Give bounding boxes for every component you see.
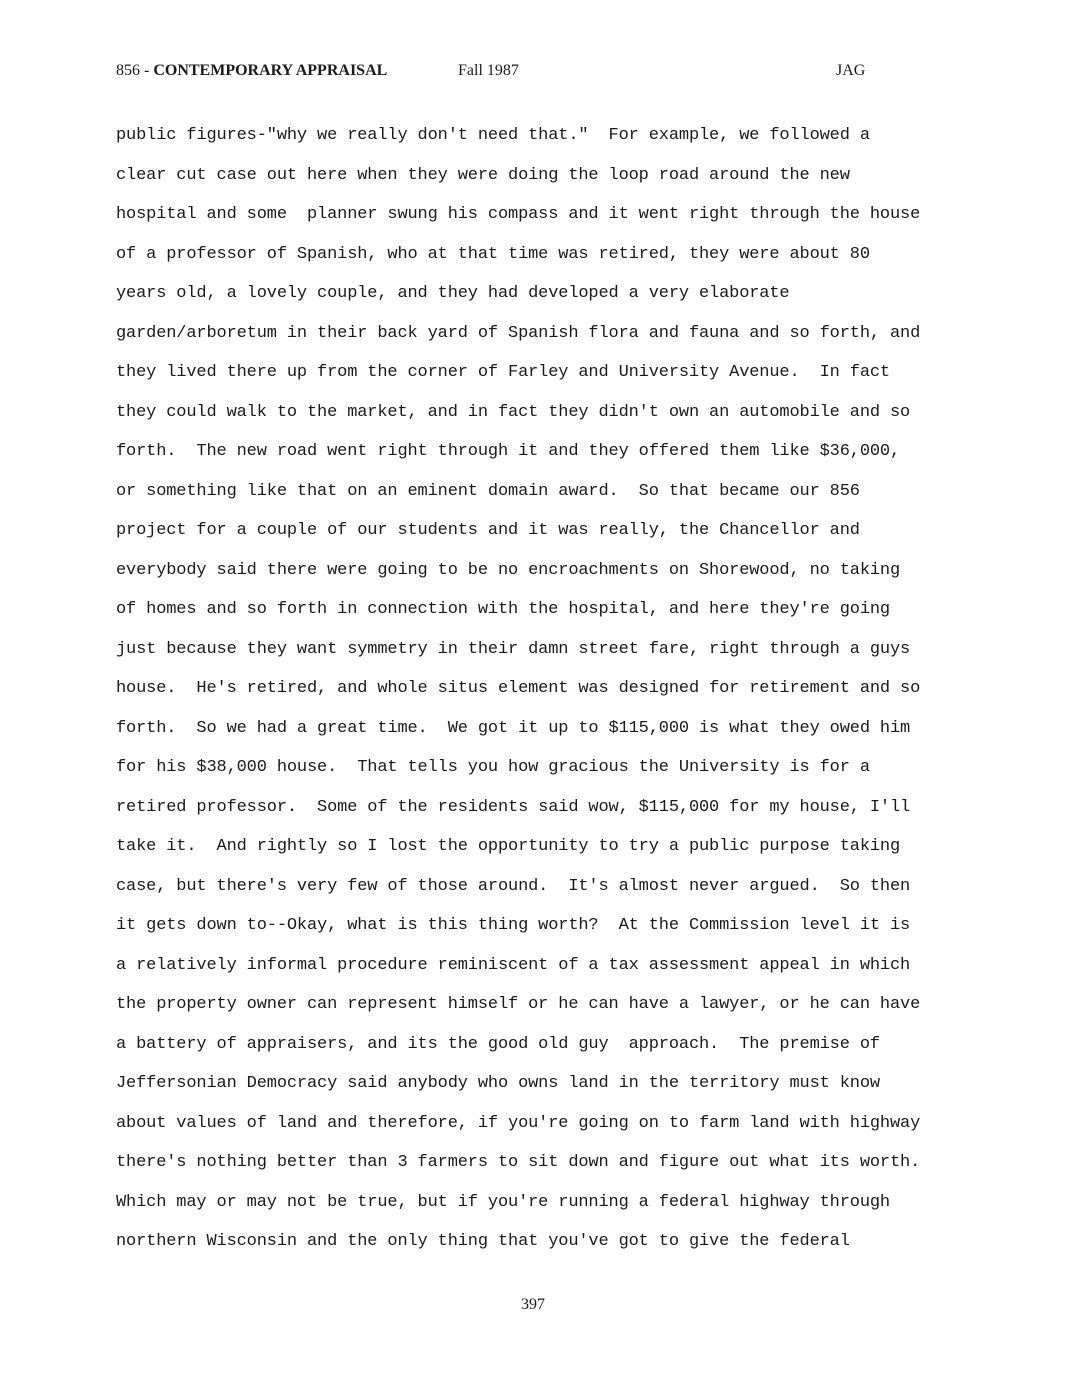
transcript-line: it gets down to--Okay, what is this thing worth? At the Commission level it is xyxy=(116,916,911,935)
transcript-line: they lived there up from the corner of Farley and University Avenue. In fact xyxy=(116,363,890,382)
transcript-line: Which may or may not be true, but if you're running a federal highway through xyxy=(116,1192,890,1212)
transcript-line: take it. And rightly so I lost the opportunity to try a public purpose taking xyxy=(116,837,901,856)
transcript-line: forth. The new road went right through it and they offered them like $36,000, xyxy=(116,442,901,461)
transcript-line: or something like that on an eminent domain award. So that became our 856 xyxy=(116,481,860,501)
transcript-line: a battery of appraisers, and its the good old guy approach. The premise of xyxy=(116,1034,880,1054)
transcript-line: clear cut case out here when they were doing the loop road around the new xyxy=(116,165,850,185)
transcript-line: there's nothing better than 3 farmers to sit down and figure out what its worth. xyxy=(116,1153,921,1172)
transcript-line: hospital and some planner swung his compass and it went right through the house xyxy=(116,205,921,224)
transcript-line: forth. So we had a great time. We got it up to $115,000 is what they owed him xyxy=(116,718,911,738)
transcript-line: project for a couple of our students and it was really, the Chancellor and xyxy=(116,521,860,540)
transcript-line: just because they want symmetry in their damn street fare, right through a guys xyxy=(116,639,911,659)
transcript-line: everybody said there were going to be no encroachments on Shorewood, no taking xyxy=(116,560,901,580)
transcript-line: they could walk to the market, and in fact they didn't own an automobile and so xyxy=(116,402,911,422)
header-term: Fall 1987 xyxy=(458,62,519,79)
transcript-body xyxy=(116,116,1016,1262)
header-initials: JAG xyxy=(836,62,866,79)
transcript-line: garden/arboretum in their back yard of Spanish flora and fauna and so forth, and xyxy=(116,323,921,343)
transcript-line: about values of land and therefore, if you're going on to farm land with highway xyxy=(116,1113,921,1133)
transcript-line: the property owner can represent himself or he can have a lawyer, or he can have xyxy=(116,995,921,1014)
transcript-line: of homes and so forth in connection with the hospital, and here they're going xyxy=(116,600,890,619)
transcript-line: public figures-"why we really don't need that." For example, we followed a xyxy=(116,126,870,145)
transcript-line: of a professor of Spanish, who at that time was retired, they were about 80 xyxy=(116,244,870,264)
transcript-line: northern Wisconsin and the only thing that you've got to give the federal xyxy=(116,1232,850,1251)
transcript-line: for his $38,000 house. That tells you how gracious the University is for a xyxy=(116,758,870,777)
transcript-line: retired professor. Some of the residents said wow, $115,000 for my house, I'll xyxy=(116,797,911,817)
transcript-line: house. He's retired, and whole situs element was designed for retirement and so xyxy=(116,679,921,698)
header-course-number: 856 - xyxy=(116,62,154,79)
header-course-title: CONTEMPORARY APPRAISAL xyxy=(153,62,388,79)
transcript-line: case, but there's very few of those around. It's almost never argued. So then xyxy=(116,876,911,896)
transcript-line: a relatively informal procedure reminiscent of a tax assessment appeal in which xyxy=(116,955,911,975)
transcript-line: years old, a lovely couple, and they had developed a very elaborate xyxy=(116,284,790,303)
transcript-line: Jeffersonian Democracy said anybody who owns land in the territory must know xyxy=(116,1074,880,1093)
header-course xyxy=(116,62,387,80)
page-number: 397 xyxy=(521,1296,545,1313)
page-header xyxy=(116,62,876,86)
